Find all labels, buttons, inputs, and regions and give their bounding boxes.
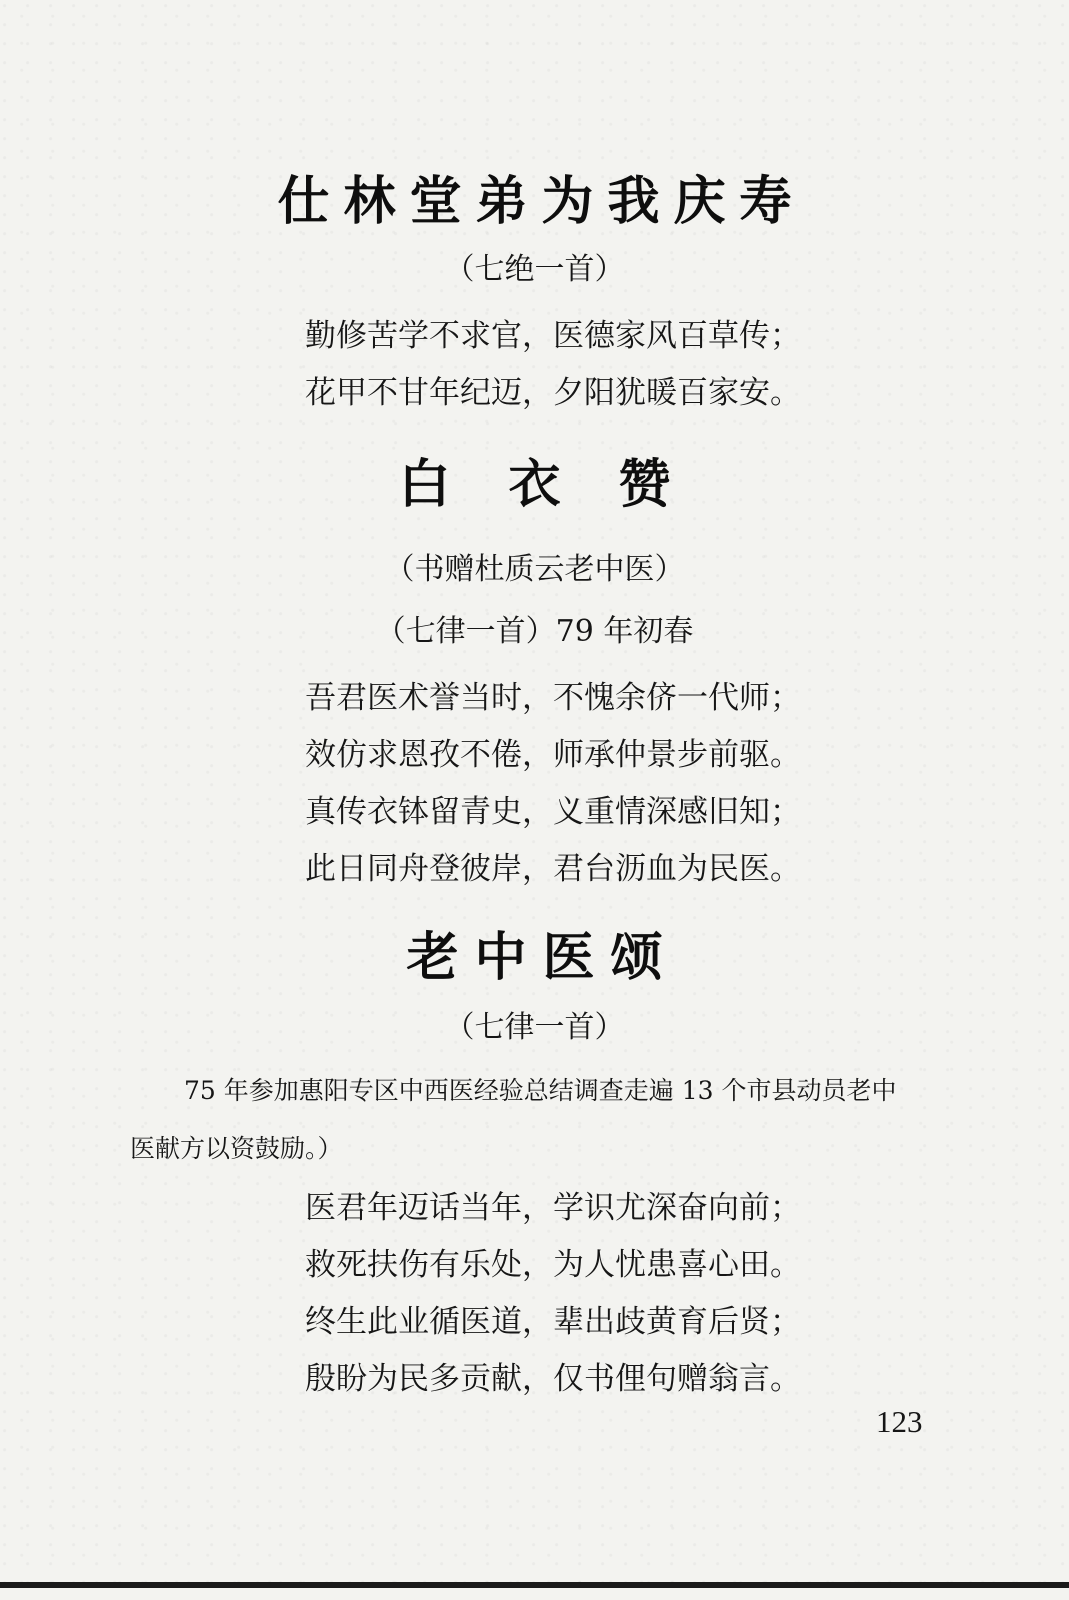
poem-verse bbox=[305, 670, 1025, 898]
note-line: 医献方以资鼓励。） bbox=[130, 1134, 343, 1163]
verse-line: 殷盼为民多贡献，仅书俚句赠翁言。 bbox=[305, 1361, 801, 1397]
poem-form-note: （七律一首） bbox=[444, 1010, 625, 1045]
scan-edge-divider bbox=[0, 1582, 1069, 1588]
verse-line: 此日同舟登彼岸，君台沥血为民医。 bbox=[305, 851, 801, 887]
poem-title: 白衣赞 bbox=[398, 454, 729, 515]
poem-dedication: （书赠杜质云老中医） bbox=[384, 552, 685, 587]
poem-background-note bbox=[130, 1062, 970, 1178]
verse-line: 效仿求恩孜不倦，师承仲景步前驱。 bbox=[305, 737, 801, 773]
note-line: 75 年参加惠阳专区中西医经验总结调查走遍 13 个市县动员老中 bbox=[184, 1076, 897, 1105]
verse-line: 终生此业循医道，辈出歧黄育后贤； bbox=[305, 1304, 801, 1340]
page-number: 123 bbox=[876, 1404, 923, 1439]
verse-line: 救死扶伤有乐处，为人忧患喜心田。 bbox=[305, 1247, 801, 1283]
poem-verse bbox=[305, 308, 1025, 422]
poem-title: 仕林堂弟为我庆寿 bbox=[277, 171, 806, 232]
poem-form-note: （七律一首）79 年初春 bbox=[375, 614, 694, 649]
poem-form-note: （七绝一首） bbox=[444, 252, 625, 287]
verse-line: 吾君医术誉当时，不愧余侪一代师； bbox=[305, 680, 801, 716]
verse-line: 花甲不甘年纪迈，夕阳犹暖百家安。 bbox=[305, 375, 801, 411]
verse-line: 真传衣钵留青史，义重情深感旧知； bbox=[305, 794, 801, 830]
verse-line: 医君年迈话当年，学识尤深奋向前； bbox=[305, 1190, 801, 1226]
verse-line: 勤修苦学不求官，医德家风百草传； bbox=[305, 318, 801, 354]
poem-verse bbox=[305, 1180, 1025, 1408]
poem-title: 老中医颂 bbox=[406, 927, 679, 988]
